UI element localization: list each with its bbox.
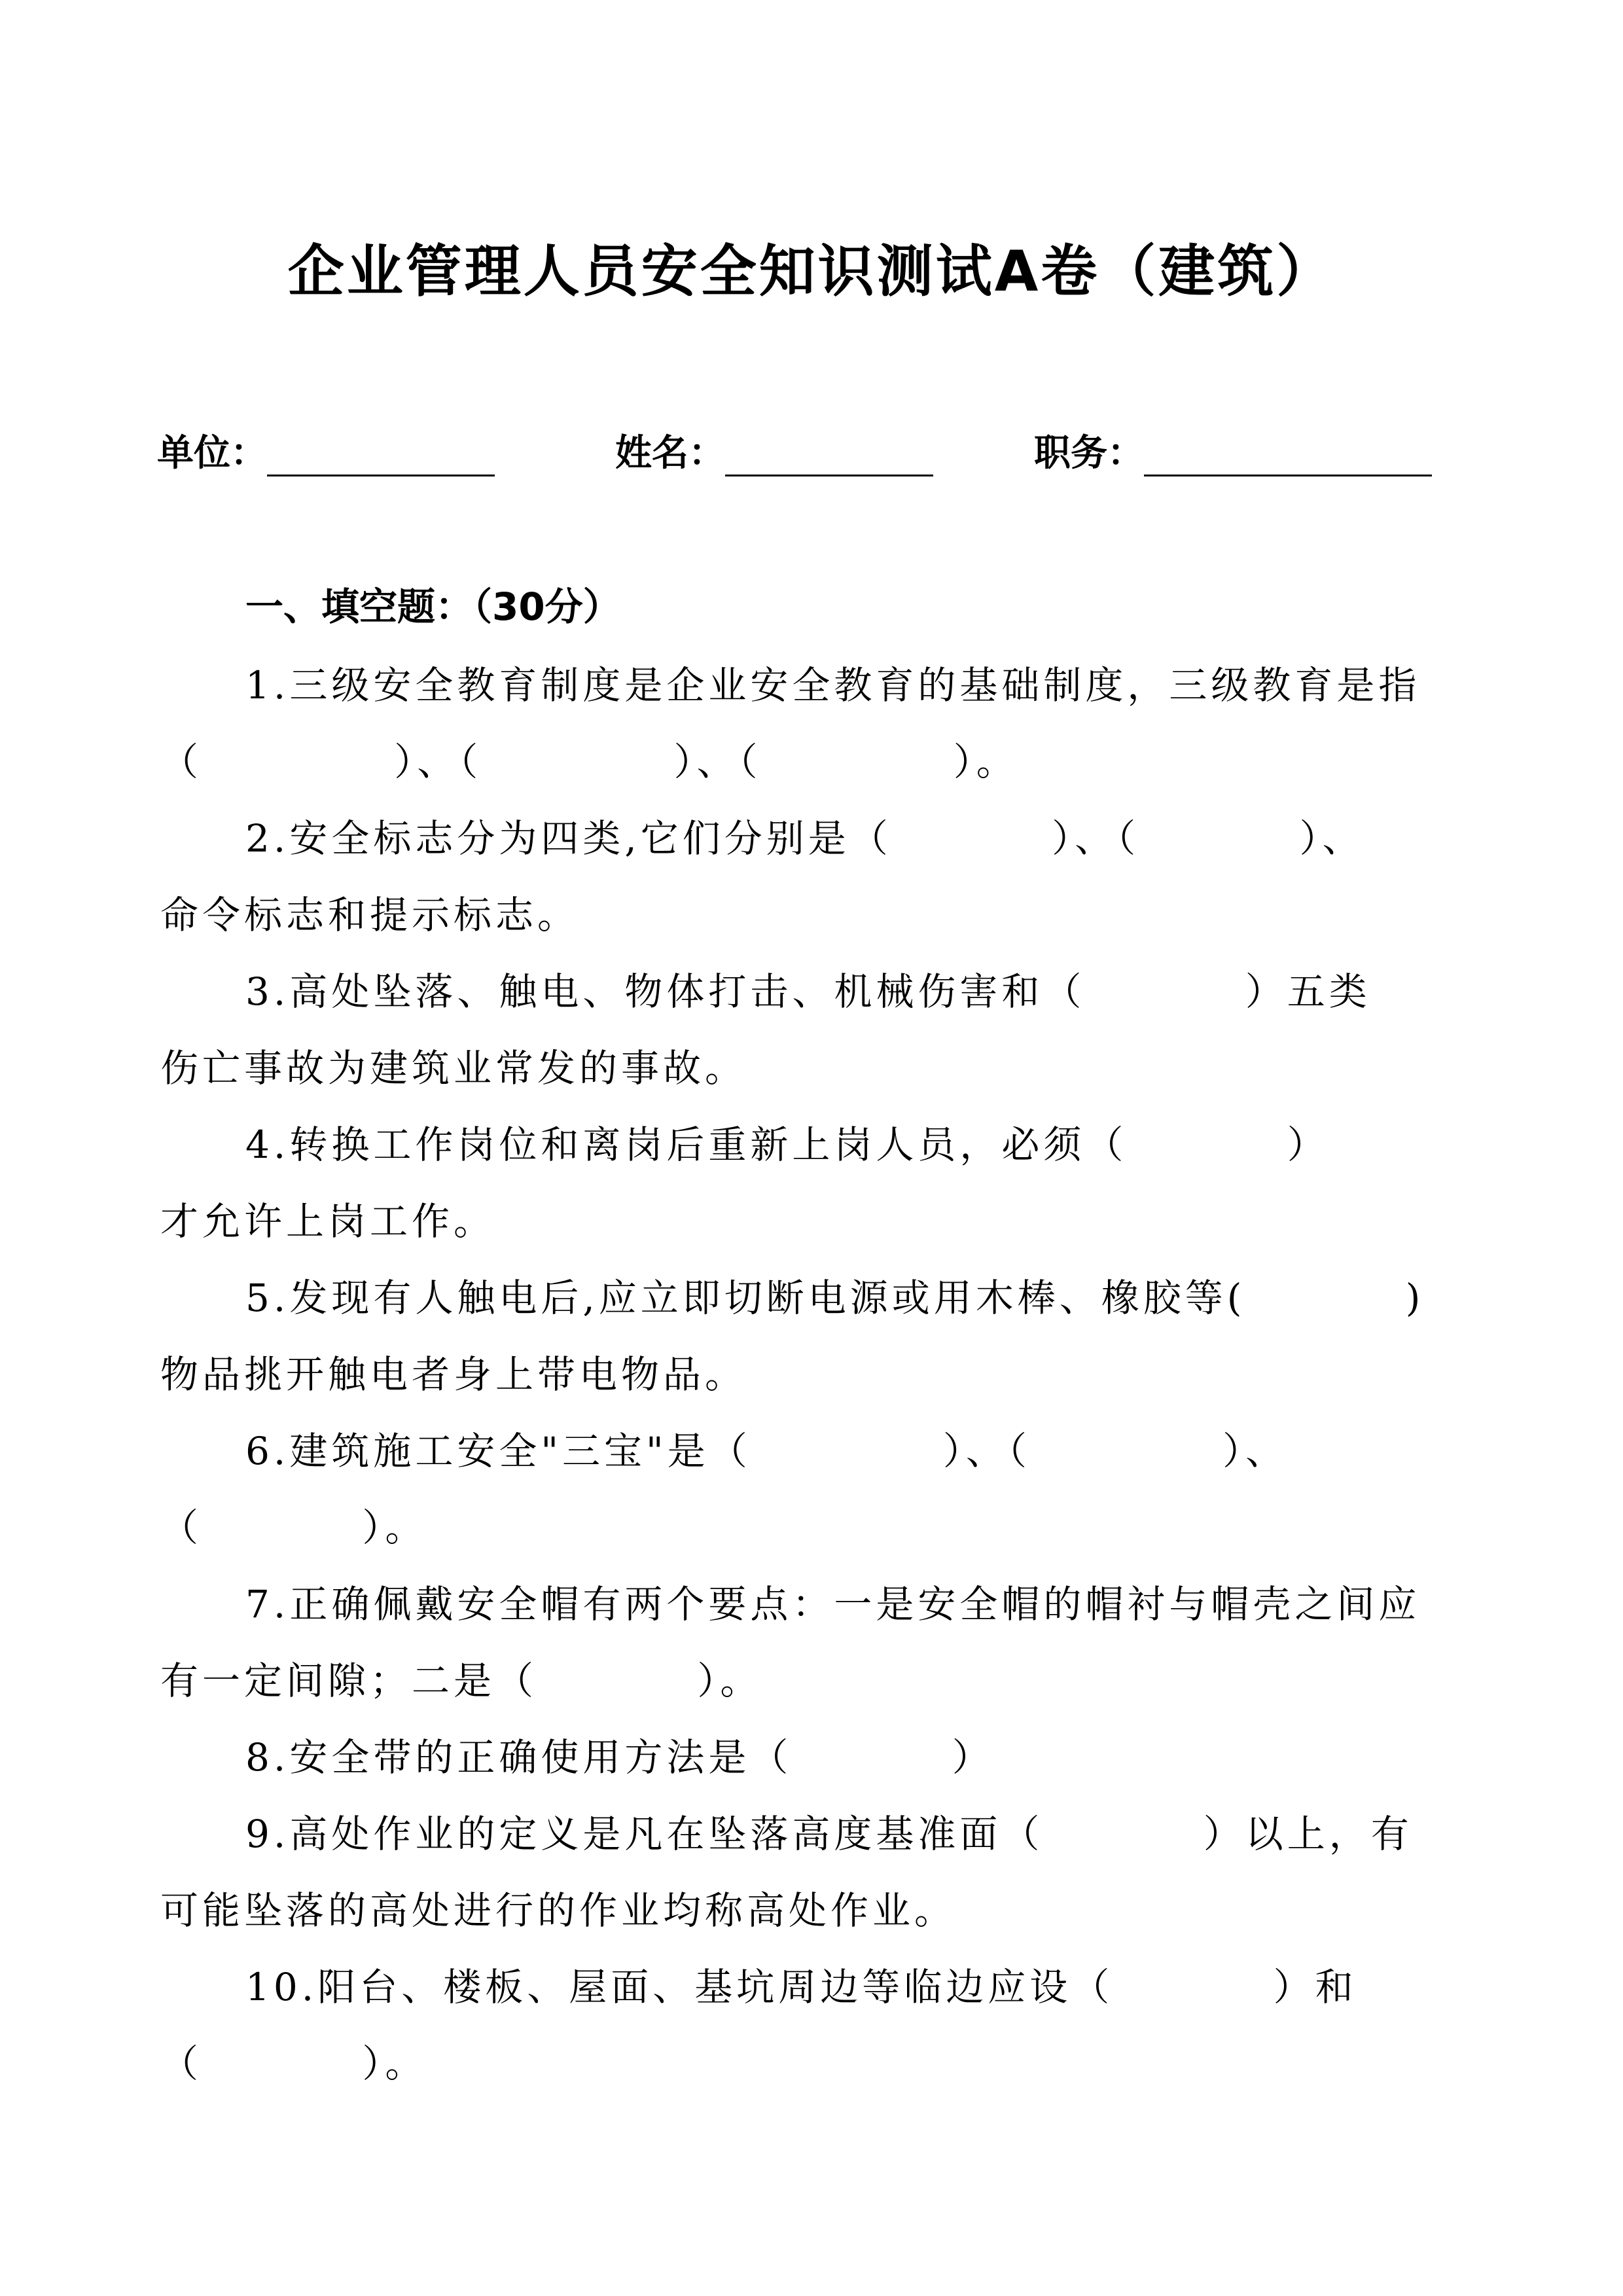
name-blank[interactable] bbox=[725, 435, 933, 476]
question-line: 7.正确佩戴安全帽有两个要点：一是安全帽的帽衬与帽壳之间应 bbox=[245, 1582, 1421, 1626]
question-line: （ ）。 bbox=[160, 2041, 427, 2086]
personal-info-row bbox=[157, 424, 1466, 483]
question-line: 1.三级安全教育制度是企业安全教育的基础制度，三级教育是指 bbox=[245, 663, 1421, 708]
question-line: （ ）、（ ）、（ ）。 bbox=[160, 740, 1018, 784]
position-blank[interactable] bbox=[1144, 435, 1432, 476]
name-field bbox=[615, 424, 933, 476]
question-line: 2.安全标志分为四类,它们分别是（ ）、（ ）、 bbox=[245, 816, 1364, 861]
question-line: 5.发现有人触电后,应立即切断电源或用木棒、橡胶等( ) bbox=[245, 1276, 1425, 1320]
unit-blank[interactable] bbox=[267, 435, 495, 476]
question-line: 10.阳台、楼板、屋面、基坑周边等临边应设（ ）和 bbox=[245, 1965, 1357, 2009]
question-line: 伤亡事故为建筑业常发的事故。 bbox=[160, 1046, 747, 1090]
name-label: 姓名： bbox=[615, 432, 725, 475]
position-label: 职务： bbox=[1034, 432, 1144, 475]
question-line: 4.转换工作岗位和离岗后重新上岗人员，必须（ ） bbox=[245, 1122, 1329, 1167]
question-line: 才允许上岗工作。 bbox=[160, 1199, 496, 1244]
question-line: 可能坠落的高处进行的作业均称高处作业。 bbox=[160, 1888, 957, 1933]
unit-label: 单位： bbox=[157, 432, 267, 475]
question-line: 命令标志和提示标志。 bbox=[160, 893, 580, 937]
unit-field bbox=[157, 424, 495, 476]
question-line: 8.安全带的正确使用方法是（ ） bbox=[245, 1735, 994, 1780]
question-line: 9.高处作业的定义是凡在坠落高度基准面（ ）以上，有 bbox=[245, 1812, 1413, 1856]
question-line: 有一定间隙；二是（ ）。 bbox=[160, 1659, 762, 1703]
question-line: 物品挑开触电者身上带电物品。 bbox=[160, 1352, 747, 1397]
question-line: 3.高处坠落、触电、物体打击、机械伤害和（ ）五类 bbox=[245, 969, 1371, 1014]
question-line: 6.建筑施工安全"三宝"是（ ）、（ ）、 bbox=[245, 1429, 1288, 1473]
page-title: 企业管理人员安全知识测试A卷（建筑） bbox=[287, 239, 1336, 304]
question-line: （ ）。 bbox=[160, 1505, 427, 1550]
section-heading: 一、填空题：（30分） bbox=[245, 584, 621, 629]
position-field bbox=[1034, 424, 1432, 476]
